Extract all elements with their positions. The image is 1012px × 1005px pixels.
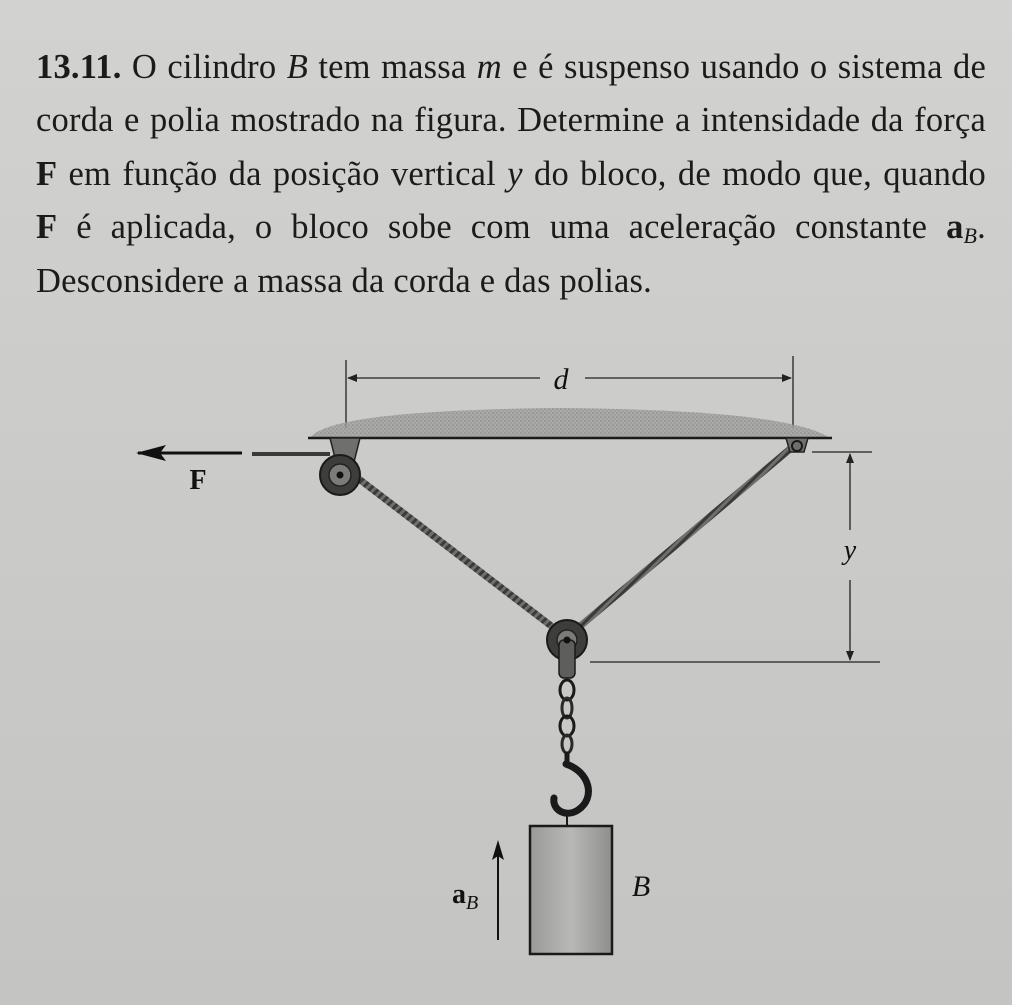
label-aB [452,879,478,914]
problem-text-1: O cilindro [121,47,287,86]
pulley-figure [0,330,1012,1005]
block-body [530,826,612,954]
problem-text-4: em função da posição vertical [57,154,508,193]
label-y: y [843,535,857,566]
moving-pulley-axle [564,637,571,644]
acceleration-symbol: a [946,208,964,247]
cylinder-symbol: B [286,47,308,86]
chain [560,680,574,753]
chain-link-4 [562,735,572,753]
label-d: d [553,363,569,396]
force-F [136,445,330,496]
rope-left-segment [355,476,567,638]
moving-pulley [547,620,587,678]
problem-statement [36,41,986,309]
problem-text-2: tem massa [307,47,477,86]
acceleration-aB [452,840,504,940]
rope-right-segment [566,444,796,638]
top-left-pulley [320,438,360,495]
force-symbol: F [36,154,58,193]
label-B: B [631,870,651,903]
hook [554,752,589,826]
problem-text-7: . Desconsidere a massa da corda e das polias. [36,208,986,300]
pulley-axle [337,472,344,479]
label-F: F [189,465,207,496]
position-symbol: y [507,154,523,193]
pulley-strap [559,640,575,678]
problem-number: 13.11. [36,47,122,86]
hook-curve [554,764,589,813]
mass-symbol: m [476,47,502,86]
dimension-y [590,452,880,662]
rope-anchor [786,438,808,452]
acceleration-subscript: B [963,223,978,249]
label-aB-main: a [452,879,466,910]
problem-text-3: e é suspenso usando o sistema de corda e polia mostrado na figura. Determine a intensidade da força [36,47,986,140]
problem-text-5: do bloco, de modo que, quando [522,154,986,193]
rope [355,444,796,638]
label-aB-sub: B [466,892,479,914]
block-B [530,826,650,954]
force-symbol-2: F [36,208,58,247]
ceiling-hatch [310,408,830,438]
ceiling [308,408,832,438]
problem-text-6: é aplicada, o bloco sobe com uma aceleração constante [57,208,947,247]
